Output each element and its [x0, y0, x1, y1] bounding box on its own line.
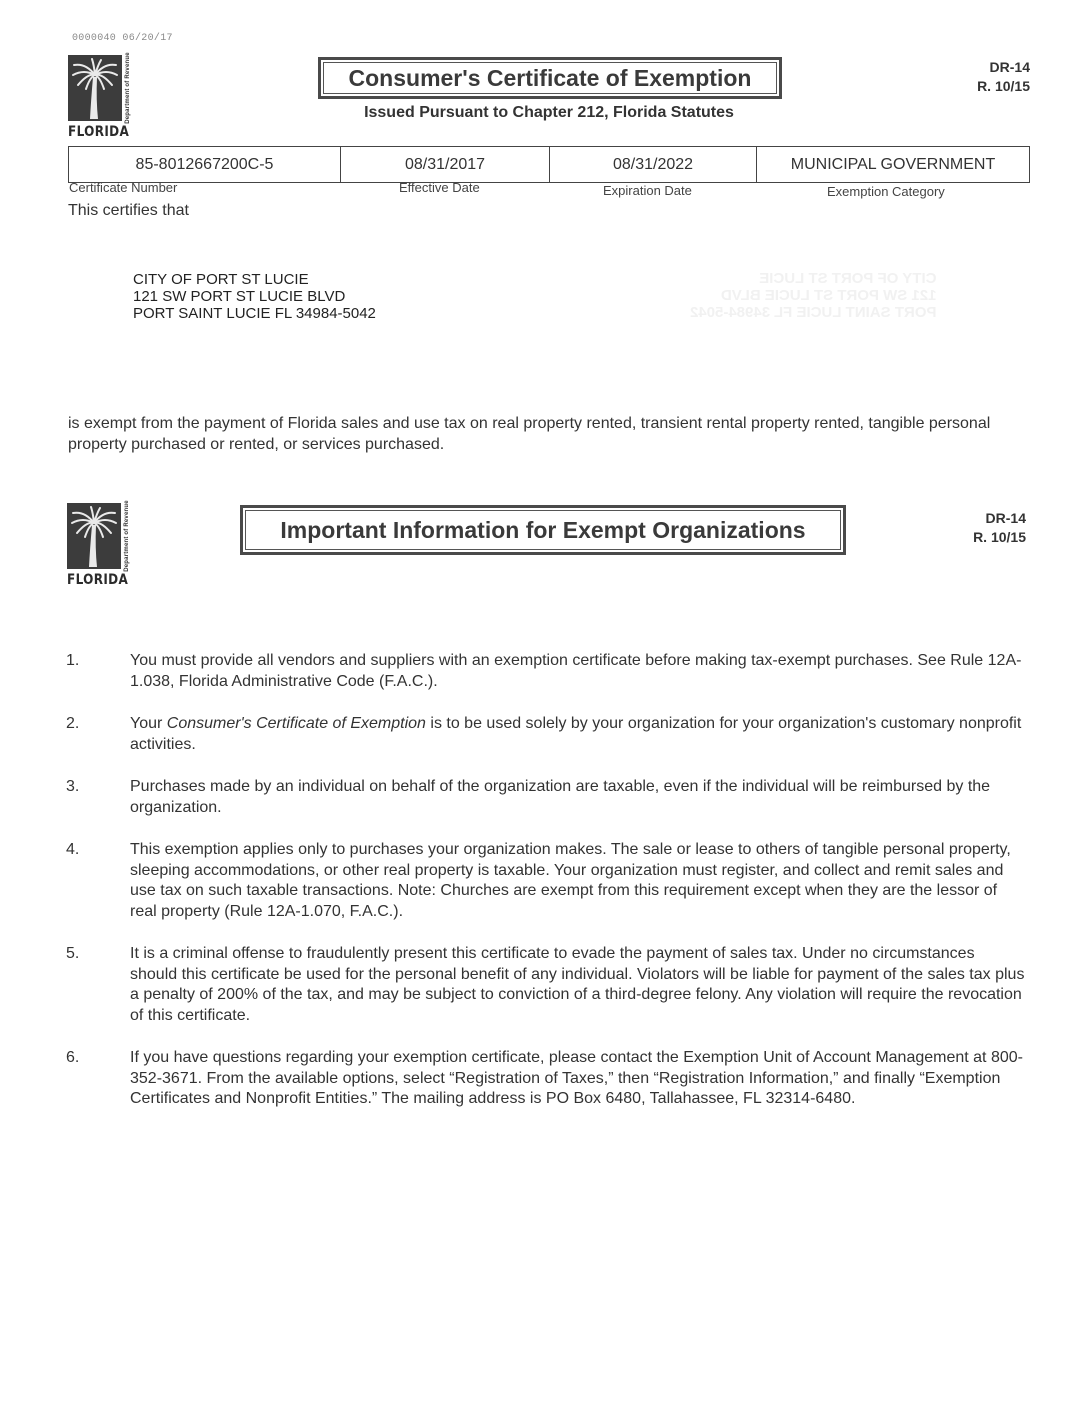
- list-item-number: 3.: [66, 778, 80, 795]
- form-id-block: [977, 58, 1030, 96]
- list-item-text: You must provide all vendors and suppliers with an exemption certificate before making tax-exempt purchases. See Rule 12A-1.038, Florida Administrative Code (F.A.C.).: [130, 652, 1022, 690]
- recipient-address: [133, 271, 376, 322]
- info-title-box: [240, 505, 846, 555]
- list-item-text: If you have questions regarding your exemption certificate, please contact the Exemption Unit of Account Management at 800-352-3671. From the available options, select “Registration of Taxes,” then “Registration Information,” and finally “Exemption Certificates and Nonprofit Entities.” The mailing address is PO Box 6480, Tallahassee, FL 32314-6480.: [130, 1049, 1023, 1107]
- certificate-fields-table: [68, 146, 1030, 183]
- info-title: Important Information for Exempt Organizations: [245, 510, 841, 550]
- certificate-subtitle: Issued Pursuant to Chapter 212, Florida Statutes: [364, 104, 734, 121]
- list-item-number: 6.: [66, 1049, 80, 1066]
- scan-bleed-through: CITY OF PORT ST LUCIE 121 SW PORT ST LUCIE BLVD PORT SAINT LUCIE FL 34984-5042: [690, 270, 937, 321]
- list-item-number: 4.: [66, 841, 80, 858]
- scan-stamp: 0000040 06/20/17: [72, 33, 173, 44]
- list-item: [66, 651, 1026, 692]
- info-form-revision: R. 10/15: [973, 529, 1026, 545]
- information-list: [66, 651, 1026, 1132]
- list-item: [66, 714, 1026, 755]
- info-form-number: DR-14: [985, 510, 1026, 526]
- list-item-number: 2.: [66, 715, 80, 732]
- list-item-text: It is a criminal offense to fraudulently present this certificate to evade the payment of sales tax. Under no circumstances should this certificate be used for the personal benefit of any individual. Violators will be liable for payment of the sales tax plus a penalty of 200% of the tax, and may be subject to conviction of a third-degree felony. Any violation will require the revocation of this certificate.: [130, 945, 1025, 1024]
- logo-wordmark: FLORIDA: [68, 124, 130, 140]
- list-item-text: This exemption applies only to purchases your organization makes. The sale or lease to others of tangible personal property, sleeping accommodations, or other real property is taxable. Your organization must register, and collect and remit sales and use tax on such taxable transactions. Note: Churches are exempt from this requirement except when they are the lessor of real property (Rule 12A-1.070, F.A.C.).: [130, 841, 1011, 920]
- effective-date-label: Effective Date: [399, 180, 480, 195]
- list-item: [66, 944, 1026, 1026]
- list-item: [66, 1048, 1026, 1110]
- florida-dor-logo-2: [67, 500, 133, 588]
- info-form-id-block: [973, 509, 1026, 547]
- exemption-category-label: Exemption Category: [827, 184, 945, 199]
- address-line-city: PORT SAINT LUCIE FL 34984-5042: [133, 305, 376, 322]
- certifies-text: This certifies that: [68, 202, 189, 219]
- logo-side-text: Department of Revenue: [124, 500, 130, 572]
- list-item-number: 1.: [66, 652, 80, 669]
- certificate-number-value: 85-8012667200C-5: [69, 147, 341, 182]
- certificate-name-emphasis: Consumer's Certificate of Exemption: [166, 715, 426, 732]
- list-item-text: Your Consumer's Certificate of Exemption is to be used solely by your organization for your organization's customary nonprofit activities.: [130, 715, 1022, 753]
- list-item: [66, 777, 1026, 818]
- palm-tree-icon: [68, 55, 122, 121]
- certificate-title-box: [318, 57, 782, 99]
- list-item-number: 5.: [66, 945, 80, 962]
- effective-date-value: 08/31/2017: [341, 147, 550, 182]
- list-item-text: Purchases made by an individual on behalf of the organization are taxable, even if the individual will be reimbursed by the organization.: [130, 778, 991, 816]
- logo-wordmark: FLORIDA: [67, 572, 129, 588]
- address-line-name: CITY OF PORT ST LUCIE: [133, 271, 309, 288]
- certificate-number-label: Certificate Number: [69, 180, 178, 195]
- form-number: DR-14: [989, 59, 1030, 75]
- list-item: [66, 840, 1026, 922]
- florida-dor-logo: [68, 52, 134, 140]
- address-line-street: 121 SW PORT ST LUCIE BLVD: [133, 288, 346, 305]
- expiration-date-value: 08/31/2022: [550, 147, 757, 182]
- logo-side-text: Department of Revenue: [125, 52, 131, 124]
- exemption-category-value: MUNICIPAL GOVERNMENT: [790, 155, 996, 173]
- expiration-date-label: Expiration Date: [603, 183, 692, 198]
- form-revision: R. 10/15: [977, 78, 1030, 94]
- certificate-title: Consumer's Certificate of Exemption: [323, 62, 777, 94]
- exemption-statement: is exempt from the payment of Florida sales and use tax on real property rented, transient rental property rented, tangible personal property purchased or rented, or services purchased.: [68, 415, 991, 453]
- palm-tree-icon: [67, 503, 121, 569]
